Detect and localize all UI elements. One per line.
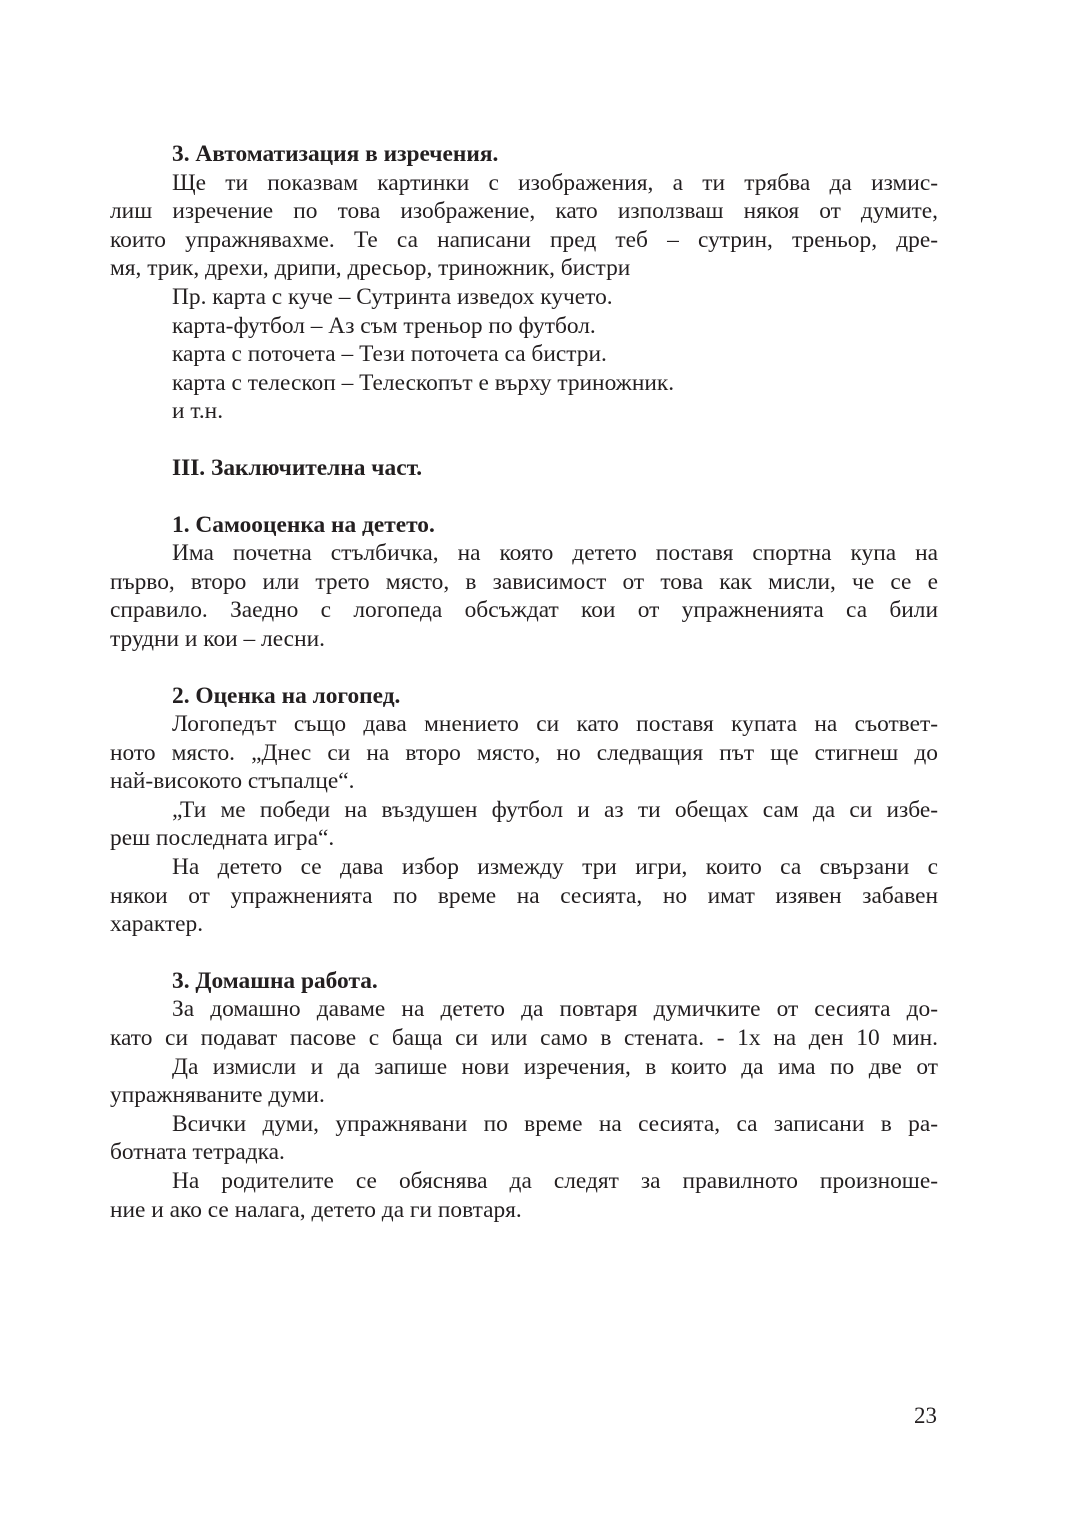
- paragraph-line: справило. Заедно с логопеда обсъждат кои от упражненията са били: [110, 597, 938, 624]
- example-line: карта с поточета – Тези поточета са бистри.: [172, 341, 607, 368]
- paragraph-line: Да измисли и да запише нови изречения, в които да има по две от: [172, 1053, 938, 1080]
- section-heading-self-evaluation: 1. Самооценка на детето.: [172, 511, 435, 538]
- example-line: карта с телескоп – Телескопът е върху триножник.: [172, 369, 675, 396]
- paragraph-line: които упражнявахме. Те са написани пред теб – сутрин, треньор, дре-: [110, 226, 938, 253]
- example-line: и т.н.: [172, 398, 224, 425]
- paragraph-line: ното място. „Днес си на второ място, но следващия път ще стигнеш до: [110, 739, 938, 766]
- paragraph-line: като си подават пасове с баща си или само в стената. - 1х на ден 10 мин.: [110, 1025, 938, 1052]
- paragraph-line: На детето се дава избор измежду три игри, които са свързани с: [172, 854, 938, 881]
- paragraph-line: ботната тетрадка.: [110, 1139, 285, 1166]
- paragraph-line: ние и ако се налага, детето да ги повтаря.: [110, 1196, 522, 1223]
- paragraph-line: „Ти ме победи на въздушен футбол и аз ти обещах сам да си избе-: [172, 796, 938, 823]
- section-heading-speech-evaluation: 2. Оценка на логопед.: [172, 682, 401, 709]
- paragraph-line: Всички думи, упражнявани по време на сесията, са записани в ра-: [172, 1110, 938, 1137]
- part-heading-conclusion: III. Заключителна част.: [172, 454, 423, 481]
- paragraph-line: трудни и кои – лесни.: [110, 625, 325, 652]
- section-heading-automation: 3. Автоматизация в изречения.: [172, 141, 499, 167]
- paragraph-line: За домашно даваме на детето да повтаря думичките от сесията до-: [172, 996, 938, 1023]
- paragraph-line: някои от упражненията по време на сесията, но имат изявен забавен: [110, 882, 938, 909]
- paragraph-line: Логопедът също дава мнението си като поставя купата на съответ-: [172, 711, 938, 738]
- paragraph-line: мя, трик, дрехи, дрипи, дресьор, триножник, бистри: [110, 255, 631, 282]
- paragraph-line: упражняваните думи.: [110, 1082, 325, 1109]
- example-line: Пр. карта с куче – Сутринта изведох кучето.: [172, 283, 613, 310]
- paragraph-line: първо, второ или трето място, в зависимост от това как мисли, че се е: [110, 568, 938, 595]
- paragraph-line: лиш изречение по това изображение, като използваш някоя от думите,: [110, 198, 938, 225]
- paragraph-line: реш последната игра“.: [110, 825, 335, 852]
- paragraph-line: характер.: [110, 911, 204, 938]
- paragraph-line: Има почетна стълбичка, на която детето поставя спортна купа на: [172, 540, 938, 567]
- page-number: 23: [914, 1403, 937, 1428]
- paragraph-line: най-високото стъпалце“.: [110, 768, 355, 795]
- section-heading-homework: 3. Домашна работа.: [172, 967, 378, 994]
- example-line: карта-футбол – Аз съм треньор по футбол.: [172, 312, 596, 339]
- paragraph-line: Ще ти показвам картинки с изображения, а ти трябва да измис-: [172, 169, 938, 196]
- page-content: [110, 140, 938, 1224]
- paragraph-line: На родителите се обяснява да следят за правилното произноше-: [172, 1168, 938, 1194]
